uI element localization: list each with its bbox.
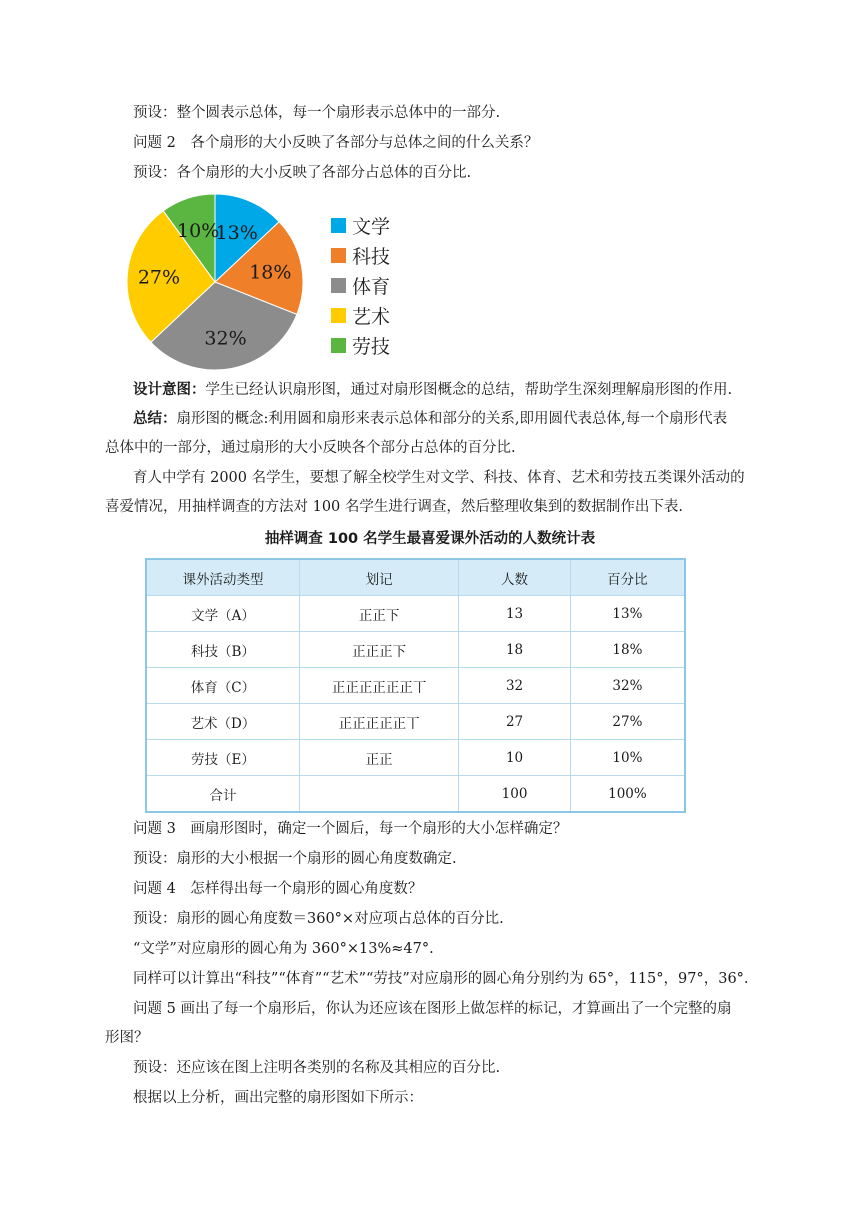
- design-intent: [133, 380, 732, 400]
- legend-item: [331, 270, 390, 300]
- legend-label: 劳技: [352, 335, 391, 358]
- table-cell: 正正正正正正丅: [299, 668, 458, 704]
- table-header-row: [146, 559, 685, 596]
- table-row: [146, 596, 685, 632]
- text-line: 问题 4 怎样得出每一个扇形的圆心角度数？: [133, 881, 423, 897]
- table-row: [146, 740, 685, 776]
- table-cell: 100%: [570, 776, 685, 813]
- table-cell: 劳技（E）: [146, 740, 299, 776]
- table-cell: 18: [459, 632, 571, 668]
- text-line: 形图？: [105, 1030, 149, 1046]
- text-line: 根据以上分析，画出完整的扇形图如下所示：: [133, 1090, 423, 1106]
- column-header: 人数: [459, 559, 571, 596]
- legend-swatch: [331, 248, 346, 263]
- table-cell: 10%: [570, 740, 685, 776]
- legend-item: [331, 240, 390, 270]
- table-cell: 体育（C）: [146, 668, 299, 704]
- pie-slice-label: 10%: [177, 220, 220, 243]
- design-intent-label: 设计意图：: [133, 381, 206, 398]
- table-cell: 正正正下: [299, 632, 458, 668]
- table-row: [146, 704, 685, 740]
- table-cell: 文学（A）: [146, 596, 299, 632]
- text-line: 预设：还应该在图上注明各类别的名称及其相应的百分比.: [133, 1060, 501, 1076]
- summary-text-1: 扇形图的概念:利用圆和扇形来表示总体和部分的关系,即用圆代表总体,每一个扇形代表: [176, 411, 728, 427]
- paragraph-line-2: 喜爱情况，用抽样调查的方法对 100 名学生进行调查，然后整理收集到的数据制作出下表.: [105, 499, 683, 515]
- table-cell: 13%: [570, 596, 685, 632]
- summary-label: 总结：: [133, 410, 177, 427]
- text-line: 同样可以计算出“科技”“体育”“艺术”“劳技”对应扇形的圆心角分别约为 65°，115°，97°，36°.: [133, 971, 749, 987]
- intro-line-2: 问题 2 各个扇形的大小反映了各部分与总体之间的什么关系？: [133, 135, 539, 151]
- legend-swatch: [331, 278, 346, 293]
- pie-chart-svg: [125, 190, 315, 375]
- column-header: 课外活动类型: [146, 559, 299, 596]
- table-cell: 32%: [570, 668, 685, 704]
- table-cell: 18%: [570, 632, 685, 668]
- table-cell: 27: [459, 704, 571, 740]
- legend-swatch: [331, 338, 346, 353]
- table-cell: 10: [459, 740, 571, 776]
- column-header: 百分比: [570, 559, 685, 596]
- legend-label: 体育: [352, 275, 391, 298]
- text-line: 预设：扇形的圆心角度数＝360°×对应项占总体的百分比.: [133, 911, 504, 927]
- table-title: 抽样调查 100 名学生最喜爱课外活动的人数统计表: [264, 531, 596, 547]
- legend-item: [331, 300, 390, 330]
- table-cell: 正正: [299, 740, 458, 776]
- legend-swatch: [331, 218, 346, 233]
- legend-label: 科技: [352, 245, 391, 268]
- table-cell: 艺术（D）: [146, 704, 299, 740]
- legend-item: [331, 210, 390, 240]
- table-total-row: [146, 776, 685, 813]
- pie-slice-label: 27%: [137, 266, 181, 289]
- design-intent-text: 学生已经认识扇形图，通过对扇形图概念的总结，帮助学生深刻理解扇形图的作用.: [205, 382, 733, 398]
- pie-legend: [331, 210, 390, 360]
- table-cell: 32: [459, 668, 571, 704]
- pie-slice-label: 32%: [204, 327, 247, 350]
- text-line: 问题 5 画出了每一个扇形后，你认为还应该在图形上做怎样的标记，才算画出了一个完整的扇: [133, 1001, 732, 1017]
- intro-line-3: 预设：各个扇形的大小反映了各部分占总体的百分比.: [133, 165, 472, 181]
- intro-line-1: 预设：整个圆表示总体，每一个扇形表示总体中的一部分.: [133, 105, 501, 121]
- table-cell: 正正下: [299, 596, 458, 632]
- table-cell: 科技（B）: [146, 632, 299, 668]
- legend-swatch: [331, 308, 346, 323]
- table-cell: [299, 776, 458, 813]
- pie-chart: [125, 190, 415, 375]
- table-row: [146, 632, 685, 668]
- summary-line-1: [133, 409, 727, 429]
- text-line: 问题 3 画扇形图时，确定一个圆后，每一个扇形的大小怎样确定？: [133, 821, 568, 837]
- paragraph-line-1: 育人中学有 2000 名学生，要想了解全校学生对文学、科技、体育、艺术和劳技五类课外活动的: [133, 470, 745, 486]
- text-line: 预设：扇形的大小根据一个扇形的圆心角度数确定.: [133, 851, 457, 867]
- stats-table: [145, 558, 686, 813]
- summary-line-2: 总体中的一部分，通过扇形的大小反映各个部分占总体的百分比.: [105, 440, 516, 456]
- table-cell: 27%: [570, 704, 685, 740]
- text-line: “文学”对应扇形的圆心角为 360°×13%≈47°.: [133, 941, 434, 957]
- pie-slice-label: 18%: [249, 261, 292, 284]
- table-cell: 100: [459, 776, 571, 813]
- pie-slice-label: 13%: [215, 221, 258, 244]
- table-cell: 合计: [146, 776, 299, 813]
- table-cell: 正正正正正丅: [299, 704, 458, 740]
- table-cell: 13: [459, 596, 571, 632]
- column-header: 划记: [299, 559, 458, 596]
- table-row: [146, 668, 685, 704]
- legend-label: 文学: [352, 215, 391, 238]
- legend-label: 艺术: [352, 305, 391, 328]
- legend-item: [331, 330, 390, 360]
